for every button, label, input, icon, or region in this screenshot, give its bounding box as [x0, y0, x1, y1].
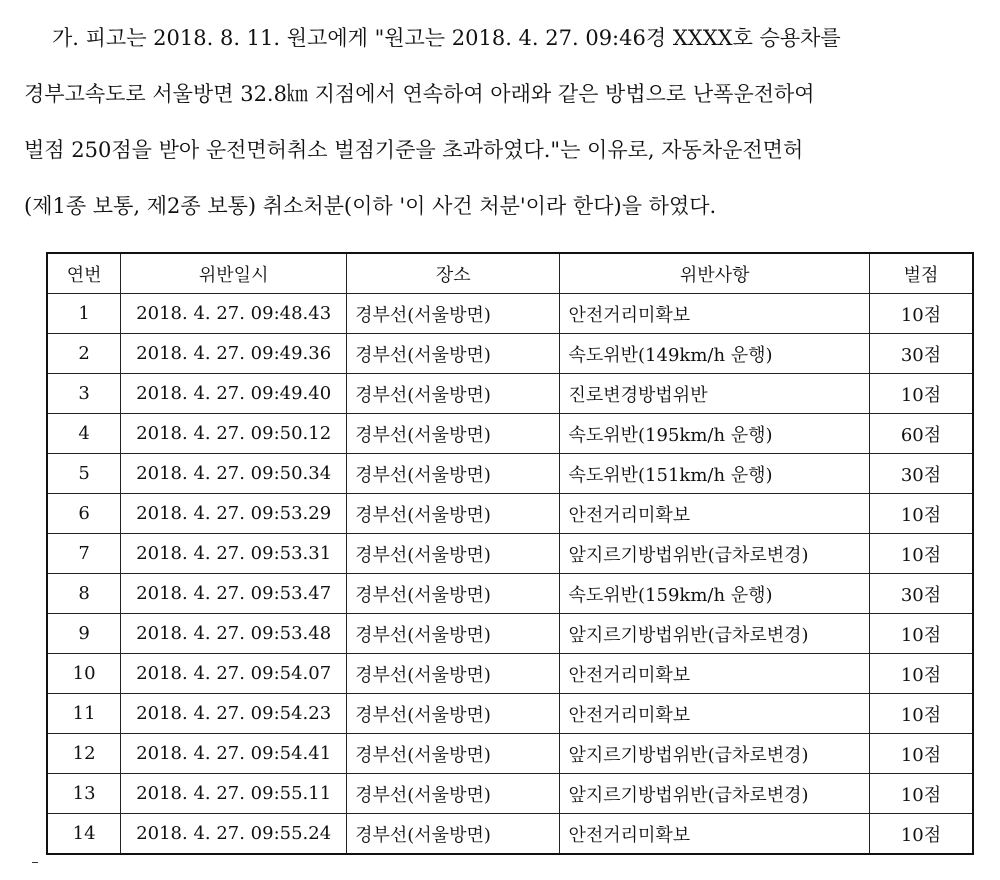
cell-points: 30점	[869, 454, 973, 494]
table-row	[47, 374, 973, 414]
cell-points: 10점	[869, 294, 973, 334]
cell-datetime: 2018. 4. 27. 09:50.34	[121, 454, 347, 494]
paragraph-line-2: 경부고속도로 서울방면 32.8㎞ 지점에서 연속하여 아래와 같은 방법으로 난폭운전하여	[24, 82, 815, 106]
cell-datetime: 2018. 4. 27. 09:50.12	[121, 414, 347, 454]
table-row	[47, 294, 973, 334]
cell-points: 10점	[869, 494, 973, 534]
cell-location: 경부선(서울방면)	[347, 814, 560, 855]
cell-number: 1	[47, 294, 121, 334]
cell-number: 8	[47, 574, 121, 614]
cell-violation: 안전거리미확보	[560, 654, 869, 694]
cell-points: 10점	[869, 734, 973, 774]
cell-datetime: 2018. 4. 27. 09:49.40	[121, 374, 347, 414]
cell-points: 60점	[869, 414, 973, 454]
header-datetime: 위반일시	[121, 253, 347, 294]
cell-datetime: 2018. 4. 27. 09:55.11	[121, 774, 347, 814]
cell-points: 30점	[869, 334, 973, 374]
table-row	[47, 654, 973, 694]
paragraph-line-1: 가. 피고는 2018. 8. 11. 원고에게 "원고는 2018. 4. 27. 09:46경 XXXX호 승용차를	[52, 26, 841, 50]
table-row	[47, 814, 973, 855]
cell-number: 11	[47, 694, 121, 734]
cell-datetime: 2018. 4. 27. 09:53.48	[121, 614, 347, 654]
violations-table	[46, 252, 974, 855]
paragraph-line-3: 벌점 250점을 받아 운전면허취소 벌점기준을 초과하였다."는 이유로, 자동차운전면허	[24, 138, 804, 162]
table-row	[47, 334, 973, 374]
table-row	[47, 734, 973, 774]
cell-violation: 안전거리미확보	[560, 814, 869, 855]
cell-location: 경부선(서울방면)	[347, 774, 560, 814]
cell-violation: 안전거리미확보	[560, 694, 869, 734]
table-header-row	[47, 253, 973, 294]
table-row	[47, 774, 973, 814]
cell-datetime: 2018. 4. 27. 09:54.41	[121, 734, 347, 774]
cell-location: 경부선(서울방면)	[347, 694, 560, 734]
cell-number: 5	[47, 454, 121, 494]
paragraph-line-4: (제1종 보통, 제2종 보통) 취소처분(이하 '이 사건 처분'이라 한다)을 하였다.	[24, 194, 717, 218]
cell-location: 경부선(서울방면)	[347, 294, 560, 334]
cell-number: 10	[47, 654, 121, 694]
cell-violation: 안전거리미확보	[560, 494, 869, 534]
cell-datetime: 2018. 4. 27. 09:54.23	[121, 694, 347, 734]
cell-points: 10점	[869, 774, 973, 814]
header-location: 장소	[347, 253, 560, 294]
table-body	[47, 294, 973, 855]
cell-violation: 속도위반(195km/h 운행)	[560, 414, 869, 454]
table-row	[47, 414, 973, 454]
cell-location: 경부선(서울방면)	[347, 534, 560, 574]
cell-violation: 진로변경방법위반	[560, 374, 869, 414]
cell-points: 10점	[869, 694, 973, 734]
cell-datetime: 2018. 4. 27. 09:54.07	[121, 654, 347, 694]
table-row	[47, 694, 973, 734]
cell-violation: 속도위반(149km/h 운행)	[560, 334, 869, 374]
cell-location: 경부선(서울방면)	[347, 374, 560, 414]
cell-points: 10점	[869, 534, 973, 574]
cell-number: 2	[47, 334, 121, 374]
cell-datetime: 2018. 4. 27. 09:55.24	[121, 814, 347, 855]
cell-violation: 속도위반(151km/h 운행)	[560, 454, 869, 494]
cell-location: 경부선(서울방면)	[347, 734, 560, 774]
cell-location: 경부선(서울방면)	[347, 574, 560, 614]
cell-datetime: 2018. 4. 27. 09:53.29	[121, 494, 347, 534]
cell-number: 14	[47, 814, 121, 855]
cell-violation: 앞지르기방법위반(급차로변경)	[560, 614, 869, 654]
cell-violation: 앞지르기방법위반(급차로변경)	[560, 734, 869, 774]
cell-violation: 앞지르기방법위반(급차로변경)	[560, 774, 869, 814]
cell-location: 경부선(서울방면)	[347, 614, 560, 654]
cell-number: 6	[47, 494, 121, 534]
header-points: 벌점	[869, 253, 973, 294]
cell-location: 경부선(서울방면)	[347, 334, 560, 374]
cell-points: 10점	[869, 374, 973, 414]
cell-location: 경부선(서울방면)	[347, 654, 560, 694]
table-row	[47, 454, 973, 494]
table-row	[47, 534, 973, 574]
cell-location: 경부선(서울방면)	[347, 494, 560, 534]
cell-number: 4	[47, 414, 121, 454]
margin-mark	[32, 862, 38, 863]
cell-violation: 안전거리미확보	[560, 294, 869, 334]
table-row	[47, 494, 973, 534]
table-row	[47, 614, 973, 654]
cell-number: 9	[47, 614, 121, 654]
cell-datetime: 2018. 4. 27. 09:48.43	[121, 294, 347, 334]
cell-number: 13	[47, 774, 121, 814]
cell-points: 30점	[869, 574, 973, 614]
table-row	[47, 574, 973, 614]
cell-number: 3	[47, 374, 121, 414]
cell-number: 7	[47, 534, 121, 574]
cell-points: 10점	[869, 814, 973, 855]
header-violation: 위반사항	[560, 253, 869, 294]
cell-location: 경부선(서울방면)	[347, 454, 560, 494]
cell-violation: 속도위반(159km/h 운행)	[560, 574, 869, 614]
header-number: 연번	[47, 253, 121, 294]
cell-datetime: 2018. 4. 27. 09:53.31	[121, 534, 347, 574]
cell-violation: 앞지르기방법위반(급차로변경)	[560, 534, 869, 574]
cell-points: 10점	[869, 614, 973, 654]
cell-number: 12	[47, 734, 121, 774]
cell-datetime: 2018. 4. 27. 09:49.36	[121, 334, 347, 374]
cell-points: 10점	[869, 654, 973, 694]
disposition-paragraph	[24, 10, 984, 234]
cell-datetime: 2018. 4. 27. 09:53.47	[121, 574, 347, 614]
cell-location: 경부선(서울방면)	[347, 414, 560, 454]
